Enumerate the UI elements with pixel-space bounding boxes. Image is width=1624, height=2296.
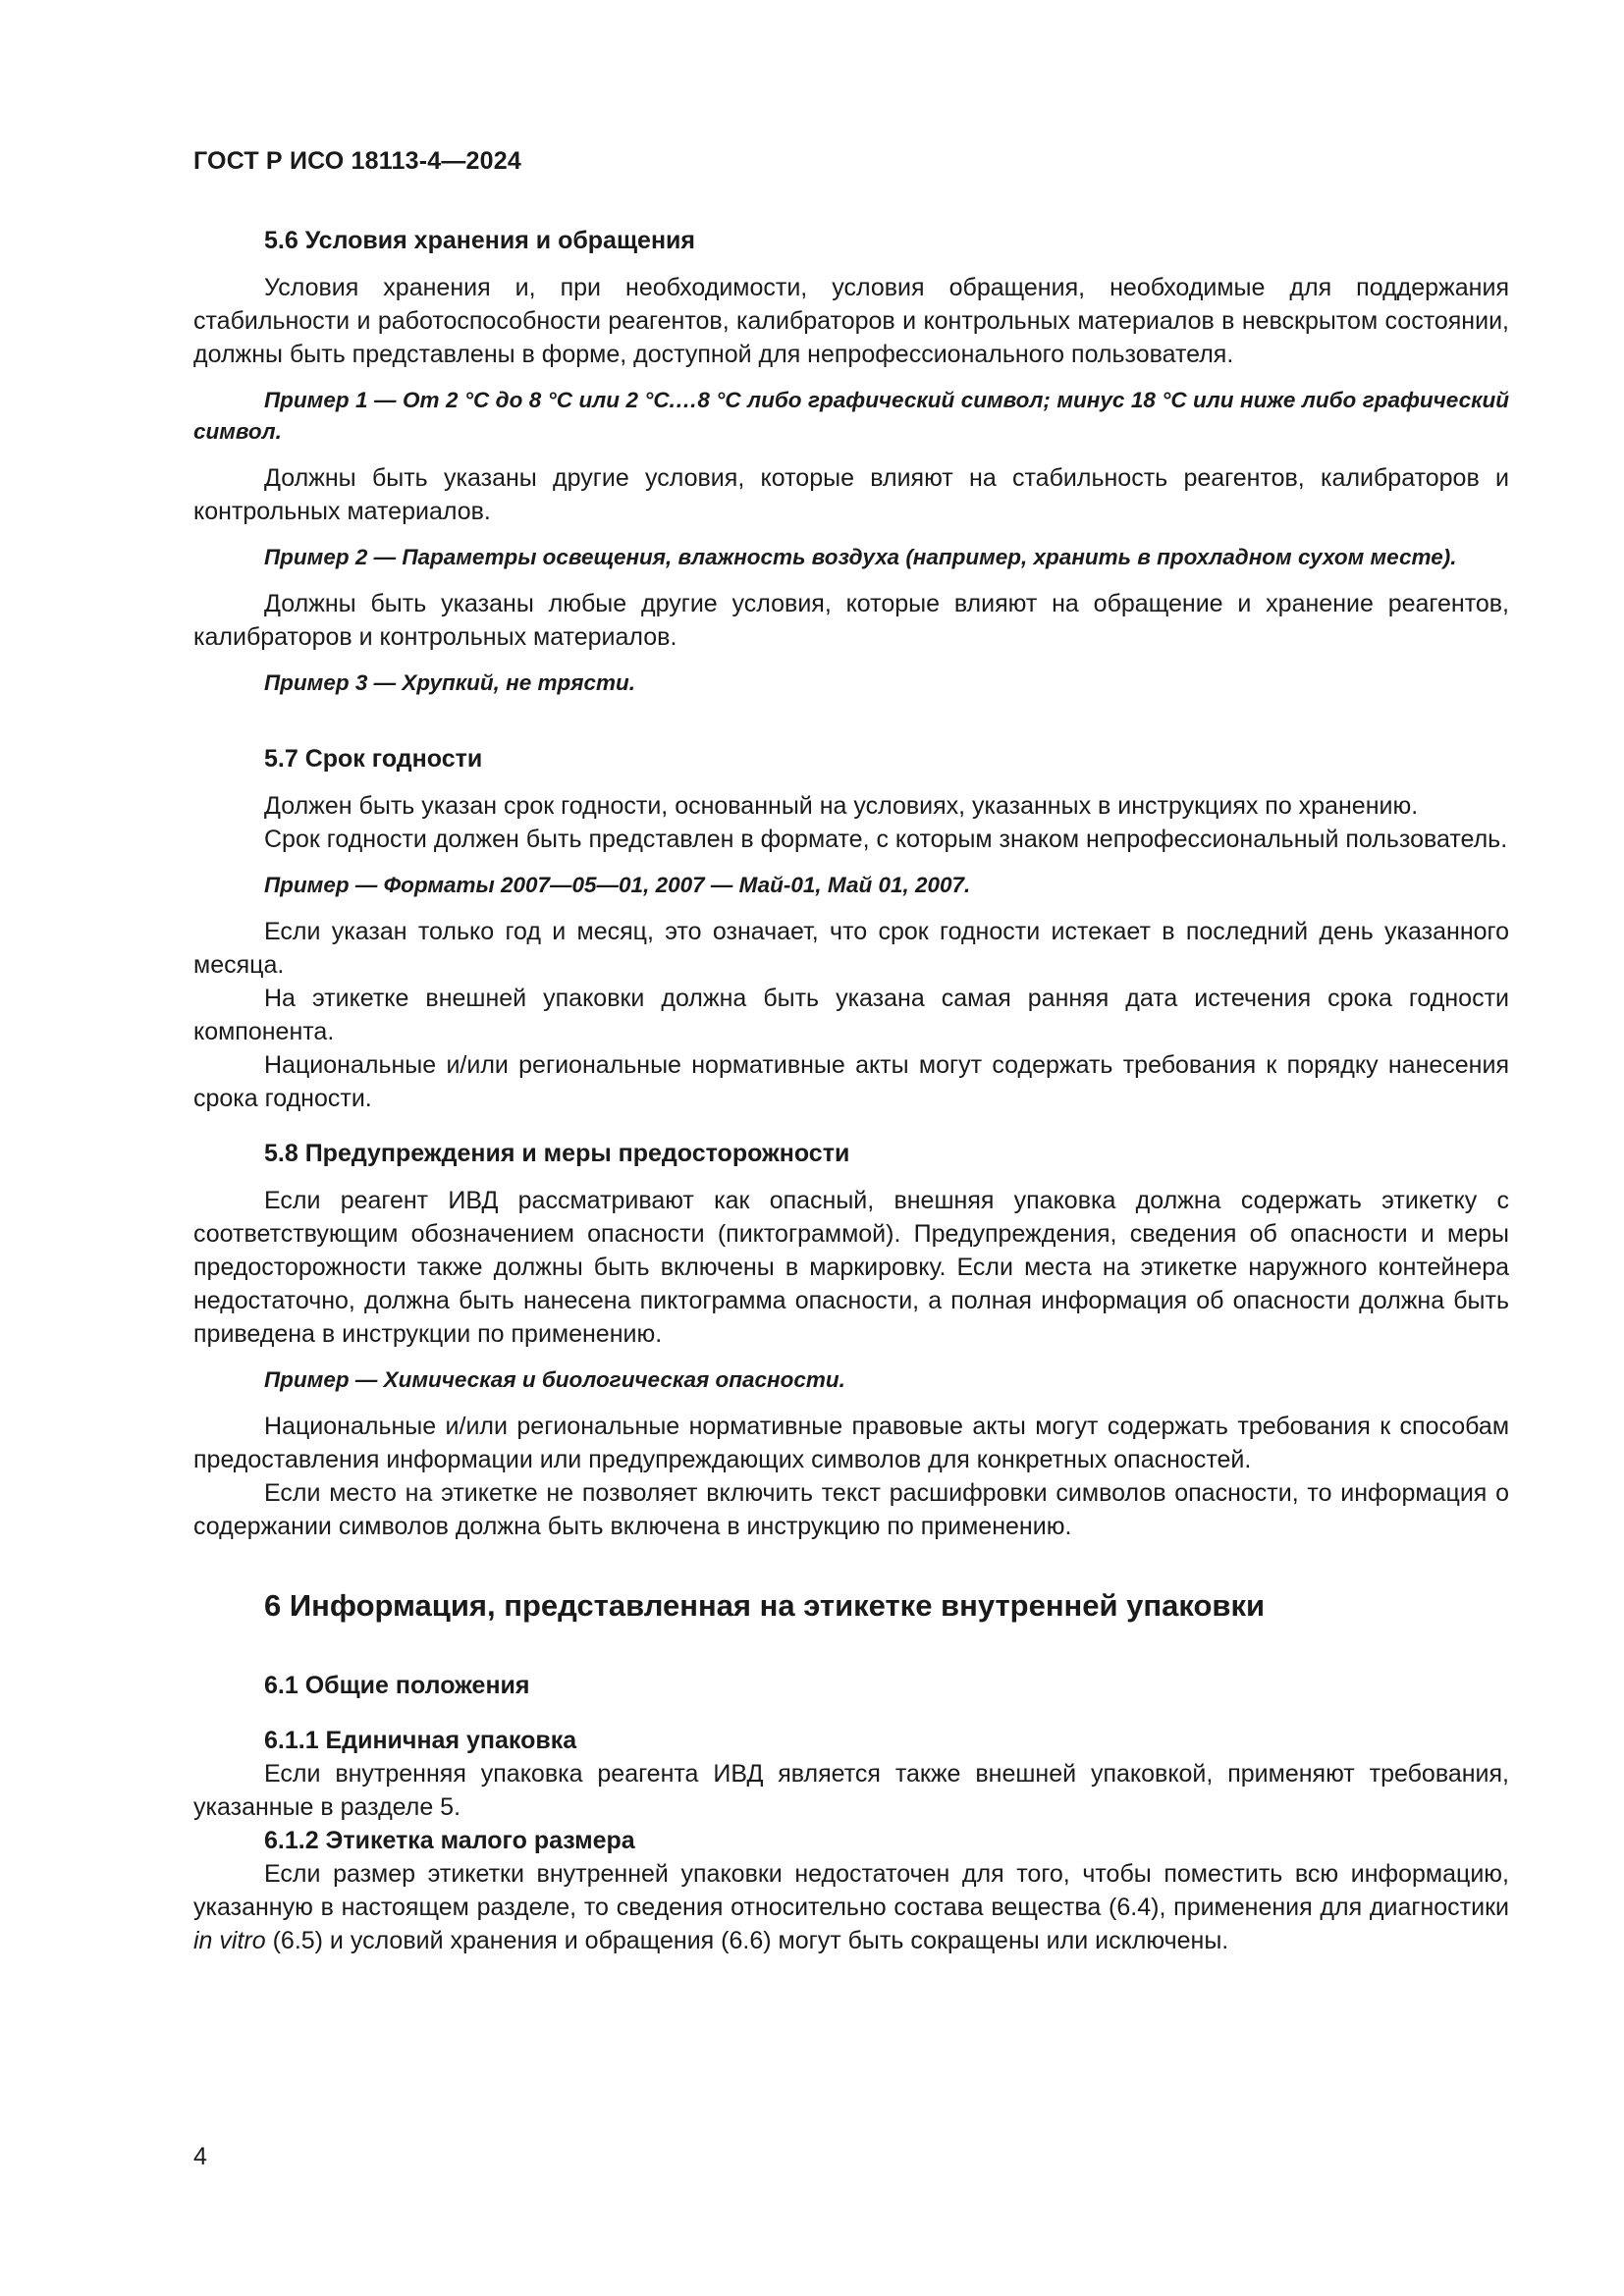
paragraph: Если внутренняя упаковка реагента ИВД является также внешней упаковкой, применяют требования, указанные в разделе 5. — [193, 1760, 1509, 1821]
example: Пример — Форматы 2007—05—01, 2007 — Май-01, Май 01, 2007. — [264, 873, 971, 897]
section-title-6-1: 6.1 Общие положения — [264, 1672, 530, 1699]
example: Пример — Химическая и биологическая опасности. — [264, 1367, 845, 1392]
paragraph: На этикетке внешней упаковки должна быть указана самая ранняя дата истечения срока годности компонента. — [193, 985, 1509, 1045]
section-title-5-7: 5.7 Срок годности — [264, 745, 483, 773]
paragraph: Должен быть указан срок годности, основанный на условиях, указанных в инструкциях по хранению. — [264, 792, 1419, 820]
example: Пример 1 — От 2 °С до 8 °С или 2 °С.…8 °С либо графический символ; минус 18 °С или ниже либо графический символ. — [193, 388, 1509, 444]
section-title-6-1-2: 6.1.2 Этикетка малого размера — [264, 1827, 635, 1854]
paragraph: Национальные и/или региональные нормативные правовые акты могут содержать требования к способам предоставления информации или предупреждающих символов для конкретных опасностей. — [193, 1413, 1509, 1473]
section-title-5-8: 5.8 Предупреждения и меры предосторожности — [264, 1140, 850, 1167]
italic-text: in vitro — [193, 1927, 266, 1954]
example: Пример 2 — Параметры освещения, влажность воздуха (например, хранить в прохладном сухом месте). — [264, 545, 1457, 569]
paragraph: Если указан только год и месяц, это означает, что срок годности истекает в последний день указанного месяца. — [193, 918, 1509, 979]
document-header: ГОСТ Р ИСО 18113-4—2024 — [193, 147, 521, 175]
example: Пример 3 — Хрупкий, не трясти. — [264, 670, 636, 695]
section-title-5-6: 5.6 Условия хранения и обращения — [264, 227, 696, 254]
paragraph: Если место на этикетке не позволяет включить текст расшифровки символов опасности, то информация о содержании символов должна быть включена в инструкцию по применению. — [193, 1479, 1509, 1540]
paragraph: Если реагент ИВД рассматривают как опасный, внешняя упаковка должна содержать этикетку с соответствующим обозначением опасности (пиктограммой). Предупреждения, сведения об опасности и меры предосторожности также должны быть включены в маркировку. Если места на этикетке наружного контейнера недостаточно, должна быть нанесена пиктограмма опасности, а полная информация об опасности должна быть приведена в инструкции по применению. — [193, 1187, 1509, 1348]
paragraph: Срок годности должен быть представлен в формате, с которым знаком непрофессиональный пользователь. — [264, 826, 1508, 853]
document-body — [193, 224, 1509, 1957]
section-title-6-1-1: 6.1.1 Единичная упаковка — [264, 1727, 577, 1754]
text-run: (6.5) и условий хранения и обращения (6.6) могут быть сокращены или исключены. — [265, 1927, 1229, 1954]
paragraph: Национальные и/или региональные нормативные акты могут содержать требования к порядку нанесения срока годности. — [193, 1051, 1509, 1112]
paragraph: Должны быть указаны другие условия, которые влияют на стабильность реагентов, калибраторов и контрольных материалов. — [193, 464, 1509, 525]
paragraph: Условия хранения и, при необходимости, условия обращения, необходимые для поддержания стабильности и работоспособности реагентов, калибраторов и контрольных материалов в невскрытом состоянии, должны быть представлены в форме, доступной для непрофессионального пользователя. — [193, 274, 1509, 368]
section-title-6: 6 Информация, представленная на этикетке внутренней упаковки — [264, 1588, 1266, 1623]
text-run: Если размер этикетки внутренней упаковки недостаточен для того, чтобы поместить всю информацию, указанную в настоящем разделе, то сведения относительно состава вещества (6.4), применения для диагностики — [193, 1860, 1509, 1921]
page-number: 4 — [193, 2143, 207, 2170]
paragraph — [193, 1857, 1509, 1957]
paragraph: Должны быть указаны любые другие условия, которые влияют на обращение и хранение реагентов, калибраторов и контрольных материалов. — [193, 590, 1509, 651]
